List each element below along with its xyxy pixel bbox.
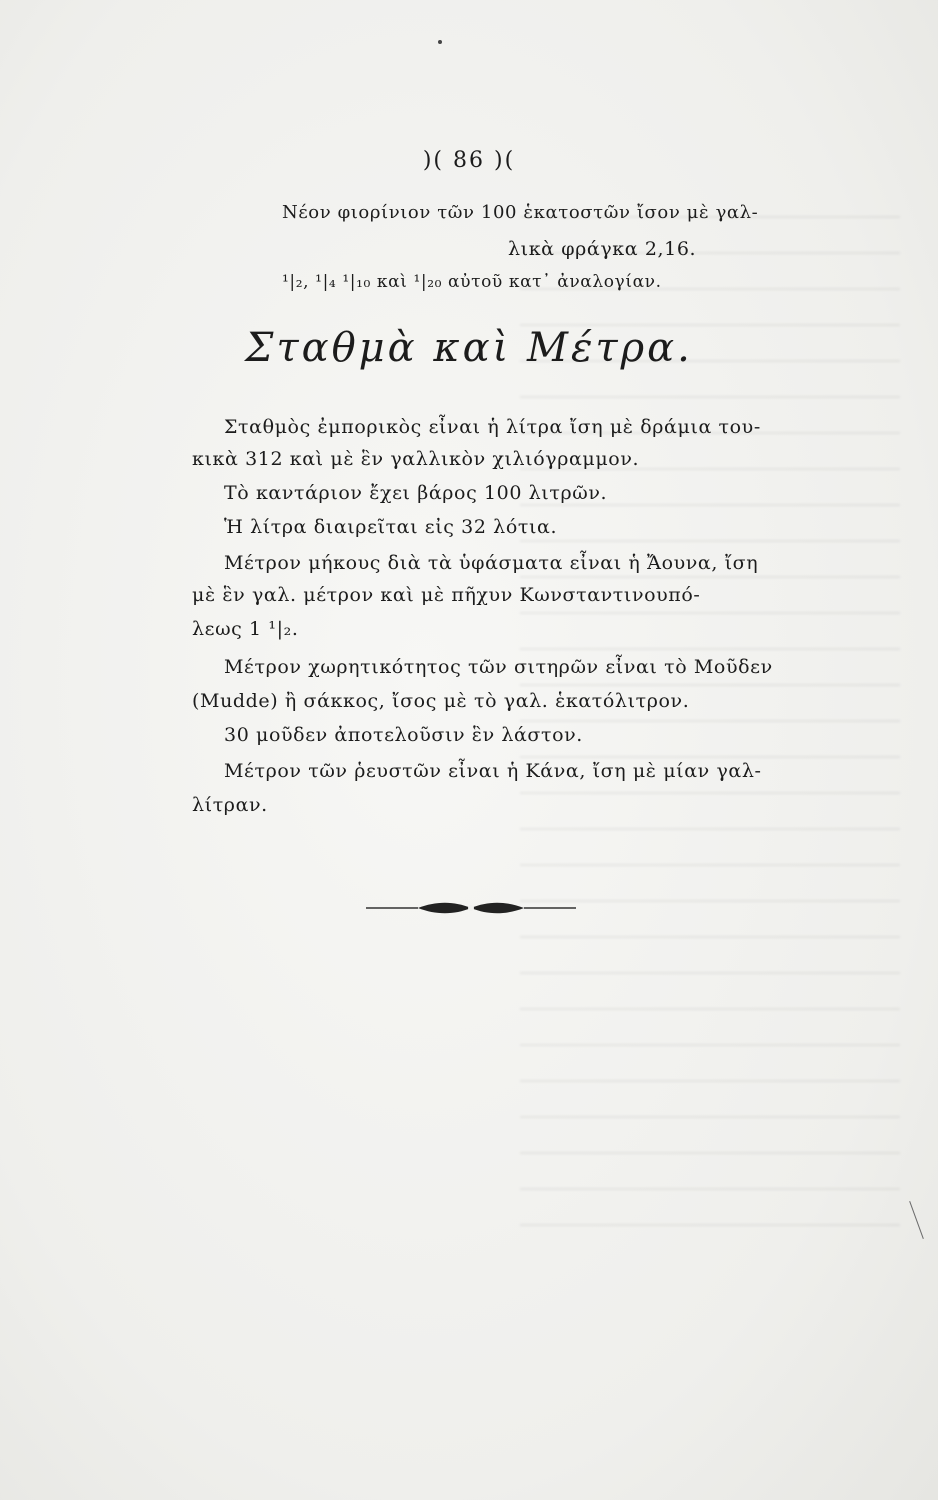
- text-line: μὲ ἓν γαλ. μέτρον καὶ μὲ πῆχυν Κωνσταντινουπό-: [192, 584, 701, 606]
- text-line: ¹|₂, ¹|₄ ¹|₁₀ καὶ ¹|₂₀ αὐτοῦ κατ᾽ ἀναλογίαν.: [282, 272, 662, 292]
- text-line: Μέτρον χωρητικότητος τῶν σιτηρῶν εἶναι τὸ Μοῦδεν: [224, 656, 773, 678]
- text-line: κικὰ 312 καὶ μὲ ἓν γαλλικὸν χιλιόγραμμον.: [192, 448, 640, 470]
- section-heading: Σταθμὰ καὶ Μέτρα.: [245, 325, 693, 371]
- text-line: λικὰ φράγκα 2,16.: [508, 238, 697, 260]
- text-line: Ἡ λίτρα διαιρεῖται εἰς 32 λότια.: [224, 516, 558, 538]
- margin-mark-icon: [909, 1201, 924, 1239]
- text-line: Σταθμὸς ἐμπορικὸς εἶναι ἡ λίτρα ἴση μὲ δράμια του-: [224, 416, 761, 438]
- specks-icon: [438, 40, 442, 44]
- text-line: 30 μοῦδεν ἀποτελοῦσιν ἓν λάστον.: [224, 724, 583, 746]
- text-line: λίτραν.: [192, 794, 268, 816]
- text-line: Τὸ καντάριον ἔχει βάρος 100 λιτρῶν.: [224, 482, 608, 504]
- text-line: Μέτρον τῶν ῥευστῶν εἶναι ἡ Κάνα, ἴση μὲ μίαν γαλ-: [224, 760, 762, 782]
- ornament-divider-icon: [366, 900, 576, 916]
- text-line: Νέον φιορίνιον τῶν 100 ἑκατοστῶν ἴσον μὲ γαλ-: [282, 202, 759, 223]
- text-line: λεως 1 ¹|₂.: [192, 618, 299, 640]
- page-number: )( 86 )(: [422, 148, 516, 173]
- text-line: (Mudde) ἢ σάκκος, ἴσος μὲ τὸ γαλ. ἑκατόλιτρον.: [192, 690, 690, 712]
- text-line: Μέτρον μήκους διὰ τὰ ὑφάσματα εἶναι ἡ Ἄουνα, ἴση: [224, 552, 759, 574]
